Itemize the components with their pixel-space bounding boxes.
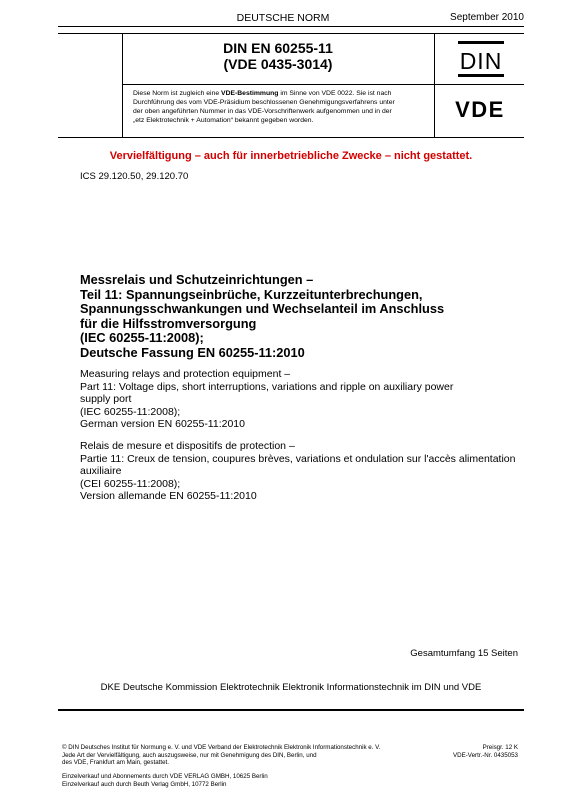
- title-english-line: Part 11: Voltage dips, short interruptions, variations and ripple on auxiliary power: [80, 380, 454, 393]
- vde-logo: [446, 97, 514, 121]
- footer-copyright-line: © DIN Deutsches Institut für Normung e. V. und VDE Verband der Elektrotechnik Elektronik Informationstechnik e. V.: [62, 744, 381, 751]
- vde-note-line: „etz Elektrotechnik + Automation“ bekannt gegeben worden.: [133, 117, 314, 124]
- header-bottom-rule: [58, 137, 524, 138]
- title-english-line: Measuring relays and protection equipment –: [80, 368, 291, 380]
- vde-note-bold: VDE-Bestimmung: [221, 90, 279, 97]
- din-logo: [458, 41, 504, 77]
- header-middle-rule: [122, 84, 524, 85]
- title-french-line: auxiliaire: [80, 465, 122, 477]
- title-french: [80, 440, 520, 503]
- title-german-line: (IEC 60255-11:2008);: [80, 330, 204, 345]
- price-group: Preisgr. 12 K: [482, 744, 518, 751]
- footer-price-info: [418, 744, 518, 759]
- vde-note-line: Durchführung des vom VDE-Präsidium beschlossenen Genehmigungsverfahrens unter: [133, 99, 395, 106]
- total-pages: Gesamtumfang 15 Seiten: [410, 648, 518, 659]
- title-german-line: für die Hilfsstromversorgung: [80, 315, 257, 331]
- footer-sales-line: Einzelverkauf auch durch Beuth Verlag GmbH, 10772 Berlin: [62, 781, 227, 789]
- publication-date: September 2010: [450, 12, 524, 23]
- title-french-line: (CEI 60255-11:2008);: [80, 477, 181, 490]
- title-german-line: Teil 11: Spannungseinbrüche, Kurzzeitunterbrechungen,: [80, 286, 423, 302]
- title-english: [80, 368, 520, 431]
- title-english-line: (IEC 60255-11:2008);: [80, 405, 181, 418]
- footer-copyright: [62, 744, 422, 767]
- title-german-line: Spannungsschwankungen und Wechselanteil im Anschluss: [80, 301, 445, 316]
- footer-copyright-line: Jede Art der Vervielfältigung, auch auszugsweise, nur mit Genehmigung des DIN, Berlin, und: [62, 751, 317, 759]
- document-number: [122, 40, 434, 72]
- vde-note-rest: im Sinne von VDE 0022. Sie ist nach: [278, 90, 392, 97]
- title-german: [80, 273, 520, 360]
- ics-codes: ICS 29.120.50, 29.120.70: [80, 171, 189, 182]
- title-english-line: supply port: [80, 393, 132, 405]
- header-top-rule: [58, 26, 524, 27]
- vde-order-number: VDE-Vertr.-Nr. 0435053: [453, 751, 518, 759]
- footer-sales-line: Einzelverkauf und Abonnements durch VDE VERLAG GMBH, 10625 Berlin: [62, 773, 268, 780]
- vde-number: (VDE 0435-3014): [223, 56, 333, 72]
- vde-determination-note: [133, 89, 429, 125]
- title-german-line: Messrelais und Schutzeinrichtungen –: [80, 272, 314, 287]
- title-german-line: Deutsche Fassung EN 60255-11:2010: [80, 344, 305, 360]
- svg-text:DIN: DIN: [459, 48, 503, 74]
- norm-type-label: DEUTSCHE NORM: [236, 12, 330, 24]
- vde-note-prefix: Diese Norm ist zugleich eine: [133, 90, 222, 97]
- reproduction-warning: Vervielfältigung – auch für innerbetriebliche Zwecke – nicht gestattet.: [109, 150, 473, 162]
- title-english-line: German version EN 60255-11:2010: [80, 418, 245, 430]
- dke-committee: DKE Deutsche Kommission Elektrotechnik Elektronik Informationstechnik im DIN und VDE: [100, 682, 482, 693]
- din-number: DIN EN 60255-11: [223, 40, 333, 56]
- header-second-rule: [58, 33, 524, 34]
- title-french-line: Partie 11: Creux de tension, coupures brèves, variations et ondulation sur l'accès alimentation: [80, 452, 516, 465]
- vde-note-line: der oben angeführten Nummer in das VDE-Vorschriftenwerk aufgenommen und in der: [133, 108, 392, 115]
- footer-rule: [58, 709, 524, 711]
- title-french-line: Relais de mesure et dispositifs de protection –: [80, 440, 295, 452]
- title-french-line: Version allemande EN 60255-11:2010: [80, 490, 257, 502]
- footer-copyright-line: des VDE, Frankfurt am Main, gestattet.: [62, 759, 169, 767]
- svg-text:VDE: VDE: [455, 97, 505, 121]
- footer-sales: [62, 773, 422, 790]
- header-right-divider: [434, 33, 435, 137]
